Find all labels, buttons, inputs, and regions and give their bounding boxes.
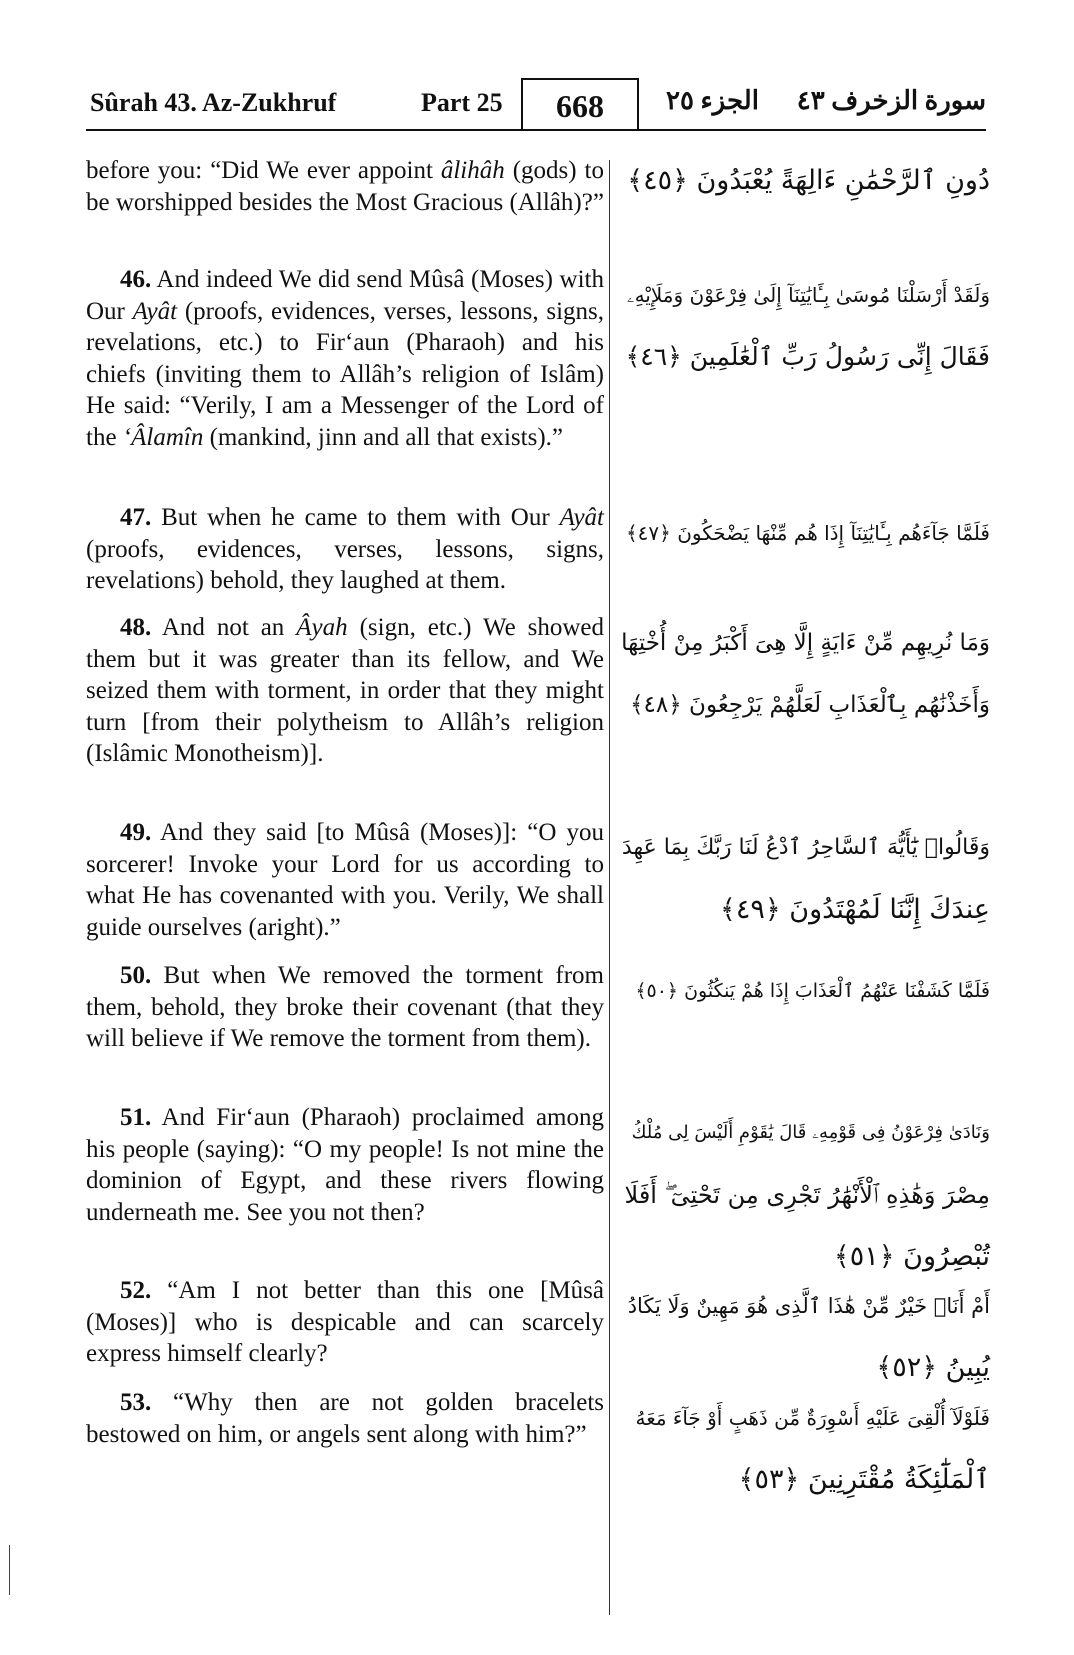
verse-number: 50. (120, 962, 152, 989)
verse-52-translation (86, 1275, 604, 1370)
verse-50-arabic (620, 960, 990, 1022)
arabic-line: وَمَا نُرِيهِم مِّنْ ءَايَةٍ إِلَّا هِىَ أَكْبَرُ مِنْ أُخْتِهَا (621, 630, 990, 656)
verse-number: 49. (120, 819, 152, 846)
verse-text: “Am I not better than this one [Mûsâ (Moses)] who is despicable and can scarcely express himself clearly? (86, 1277, 604, 1367)
arabic-line: فَلَوْلَآ أُلْقِىَ عَلَيْهِ أَسْوِرَةٌ مِّن ذَهَبٍ أَوْ جَآءَ مَعَهُ (635, 1406, 990, 1430)
verse-50-translation (86, 960, 604, 1055)
arabic-line: وَلَقَدْ أَرْسَلْنَا مُوسَىٰ بِـَٔايَٰتِنَآ إِلَىٰ فِرْعَوْنَ وَمَلَإِيْهِۦ (626, 283, 990, 307)
verse-52-arabic (620, 1275, 990, 1399)
arabic-line: وَنَادَىٰ فِرْعَوْنُ فِى قَوْمِهِۦ قَالَ يَٰقَوْمِ أَلَيْسَ لِى مُلْكُ (631, 1122, 990, 1143)
verse-48-translation (86, 612, 604, 770)
verse-51-arabic (620, 1102, 990, 1288)
juz-label-arabic: الجزء ٢٥ (666, 86, 759, 115)
verse-51-translation (86, 1102, 604, 1228)
verse-46-translation (86, 264, 604, 453)
verse-53-translation (86, 1387, 604, 1450)
verse-53-arabic (620, 1387, 990, 1511)
verse-text: But when We removed the torment from them, behold, they broke their covenant (that they will believe if We remove the torment from them). (86, 962, 604, 1052)
verse-46-arabic (620, 264, 990, 388)
arabic-line: عِندَكَ إِنَّنَا لَمُهْتَدُونَ ﴿٤٩﴾ (720, 894, 990, 925)
header-rule (86, 129, 986, 131)
part-label: Part 25 (421, 88, 503, 117)
surah-title-arabic: سورة الزخرف ٤٣ (796, 86, 986, 115)
page-header (86, 78, 986, 130)
verse-49-arabic (620, 817, 990, 941)
arabic-line: فَقَالَ إِنِّى رَسُولُ رَبِّ ٱلْعَٰلَمِينَ ﴿٤٦﴾ (625, 342, 990, 371)
verse-number: 46. (120, 266, 152, 293)
verse-text: “Why then are not golden bracelets bestowed on him, or angels sent along with him?” (86, 1389, 604, 1448)
verse-45-translation (86, 155, 604, 218)
surah-title: Sûrah 43. Az-Zukhruf (90, 88, 337, 117)
verse-text: And not an Âyah (sign, etc.) We showed them but it was greater than its fellow, and We seized them with torment, in order that they might turn [from their polytheism to Allâh’s religion (Islâmic Monotheism)]. (86, 614, 604, 767)
arabic-line: وَقَالُوا۟ يَٰٓأَيُّهَ ٱلسَّاحِرُ ٱدْعُ لَنَا رَبَّكَ بِمَا عَهِدَ (621, 835, 990, 860)
verse-49-translation (86, 817, 604, 943)
verse-text: And indeed We did send Mûsâ (Moses) with Our Ayât (proofs, evidences, verses, lessons, signs, revelations, etc.) to Fir‘aun (Pharaoh) and his chiefs (inviting them to Allâh’s religion of Islâm) He said: “Verily, I am a Messenger of the Lord of the ‘Âlamîn (mankind, jinn and all that exists).” (86, 266, 604, 451)
verse-text: And Fir‘aun (Pharaoh) proclaimed among his people (saying): “O my people! Is not mine the dominion of Egypt, and these rivers flowing underneath me. See you not then? (86, 1104, 604, 1226)
arabic-line: يُبِينُ ﴿٥٢﴾ (876, 1352, 990, 1383)
verse-45-arabic (620, 150, 990, 212)
verse-number: 53. (120, 1389, 152, 1416)
page-number: 668 (521, 78, 639, 130)
verse-text: But when he came to them with Our Ayât (proofs, evidences, verses, lessons, signs, revelations) behold, they laughed at them. (86, 504, 604, 594)
margin-mark (9, 1545, 10, 1595)
verse-48-arabic (620, 612, 990, 736)
arabic-line: وَأَخَذْنَٰهُم بِٱلْعَذَابِ لَعَلَّهُمْ يَرْجِعُونَ ﴿٤٨﴾ (630, 692, 990, 718)
arabic-line: ٱلْمَلَٰٓئِكَةُ مُقْتَرِنِينَ ﴿٥٣﴾ (738, 1464, 990, 1495)
arabic-line: دُونِ ٱلرَّحْمَٰنِ ءَالِهَةً يُعْبَدُونَ ﴿٤٥﴾ (627, 165, 990, 196)
verse-number: 47. (120, 504, 152, 531)
verse-number: 52. (120, 1277, 152, 1304)
verse-number: 48. (120, 614, 152, 641)
arabic-line: فَلَمَّا كَشَفْنَا عَنْهُمُ ٱلْعَذَابَ إِذَا هُمْ يَنكُثُونَ ﴿٥٠﴾ (635, 980, 990, 1002)
arabic-line: فَلَمَّا جَآءَهُم بِـَٔايَٰتِنَآ إِذَا هُم مِّنْهَا يَضْحَكُونَ ﴿٤٧﴾ (625, 521, 990, 545)
verse-47-translation (86, 502, 604, 597)
verse-text: before you: “Did We ever appoint âlihâh (gods) to be worshipped besides the Most Gracious (Allâh)?” (86, 157, 604, 216)
verse-47-arabic (620, 502, 990, 564)
arabic-line: أَمْ أَنَا۠ خَيْرٌ مِّنْ هَٰذَا ٱلَّذِى هُوَ مَهِينٌ وَلَا يَكَادُ (627, 1294, 990, 1318)
verse-text: And they said [to Mûsâ (Moses)]: “O you sorcerer! Invoke your Lord for us according to what He has covenanted with you. Verily, We shall guide ourselves (aright).” (86, 819, 604, 941)
arabic-line: تُبْصِرُونَ ﴿٥١﴾ (833, 1241, 990, 1272)
verse-number: 51. (120, 1104, 152, 1131)
arabic-line: مِصْرَ وَهَٰذِهِ ٱلْأَنْهَٰرُ تَجْرِى مِن تَحْتِىٓ ۖ أَفَلَا (624, 1181, 990, 1209)
column-divider (609, 160, 610, 1615)
